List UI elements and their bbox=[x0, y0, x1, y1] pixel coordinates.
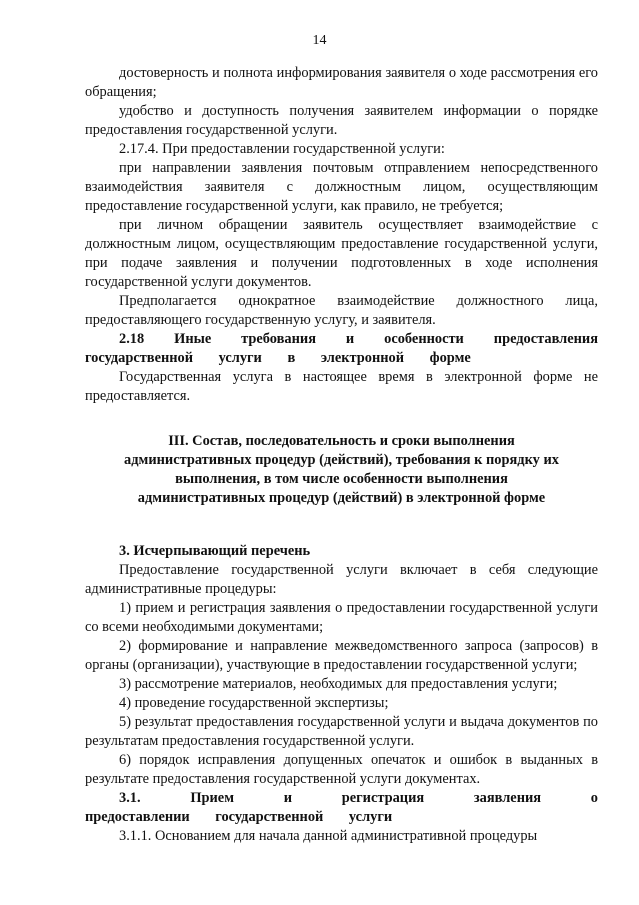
paragraph: Предполагается однократное взаимодействие должностного лица, предоставляющего государственную услугу, и заявителя. bbox=[85, 293, 598, 328]
list-item: 1) прием и регистрация заявления о предоставлении государственной услуги со всеми необходимыми документами; bbox=[85, 600, 598, 635]
spacer bbox=[85, 508, 598, 542]
section-3-heading: III. Состав, последовательность и сроки выполнения административных процедур (действий), требования к порядку их выполнения, в том числе особенности выполнения административных процедур (действий) в электронной форме bbox=[124, 433, 559, 506]
paragraph: Государственная услуга в настоящее время в электронной форме не предоставляется. bbox=[85, 369, 598, 404]
list-item: 5) результат предоставления государственной услуги и выдача документов по результатам предоставления государственной услуги. bbox=[85, 714, 598, 749]
spacer bbox=[85, 406, 598, 432]
paragraph: при направлении заявления почтовым отправлением непосредственного взаимодействия заявителя с должностным лицом, осуществляющим предоставление государственной услуги, как правило, не требуется; bbox=[85, 160, 598, 214]
list-item: 6) порядок исправления допущенных опечаток и ошибок в выданных в результате предоставления государственной услуги документах. bbox=[85, 752, 598, 787]
paragraph-3-1-1: 3.1.1. Основанием для начала данной административной процедуры bbox=[119, 828, 538, 844]
paragraph: Предоставление государственной услуги включает в себя следующие административные процедуры: bbox=[85, 562, 598, 597]
section-3-1-title: 3.1. Прием и регистрация заявления о предоставлении государственной услуги bbox=[85, 790, 598, 825]
list-item: 2) формирование и направление межведомственного запроса (запросов) в органы (организации), участвующие в предоставлении государственной услуги; bbox=[85, 638, 598, 673]
page-number: 14 bbox=[312, 33, 327, 48]
paragraph-2-17-4: 2.17.4. При предоставлении государственной услуги: bbox=[119, 141, 445, 157]
paragraph: при личном обращении заявитель осуществляет взаимодействие с должностным лицом, осуществляющим предоставление государственной услуги, при подаче заявления и получении подготовленных в ходе исполнения государственной услуги документов. bbox=[85, 217, 598, 290]
list-item: 4) проведение государственной экспертизы; bbox=[119, 695, 389, 711]
section-3-subheading: 3. Исчерпывающий перечень bbox=[119, 543, 311, 559]
section-2-18-title: 2.18 Иные требования и особенности предоставления государственной услуги в электронной форме bbox=[85, 331, 598, 366]
document-body bbox=[85, 64, 598, 846]
list-item: 3) рассмотрение материалов, необходимых для предоставления услуги; bbox=[119, 676, 558, 692]
paragraph: удобство и доступность получения заявителем информации о порядке предоставления государственной услуги. bbox=[85, 103, 598, 138]
paragraph: достоверность и полнота информирования заявителя о ходе рассмотрения его обращения; bbox=[85, 65, 598, 100]
